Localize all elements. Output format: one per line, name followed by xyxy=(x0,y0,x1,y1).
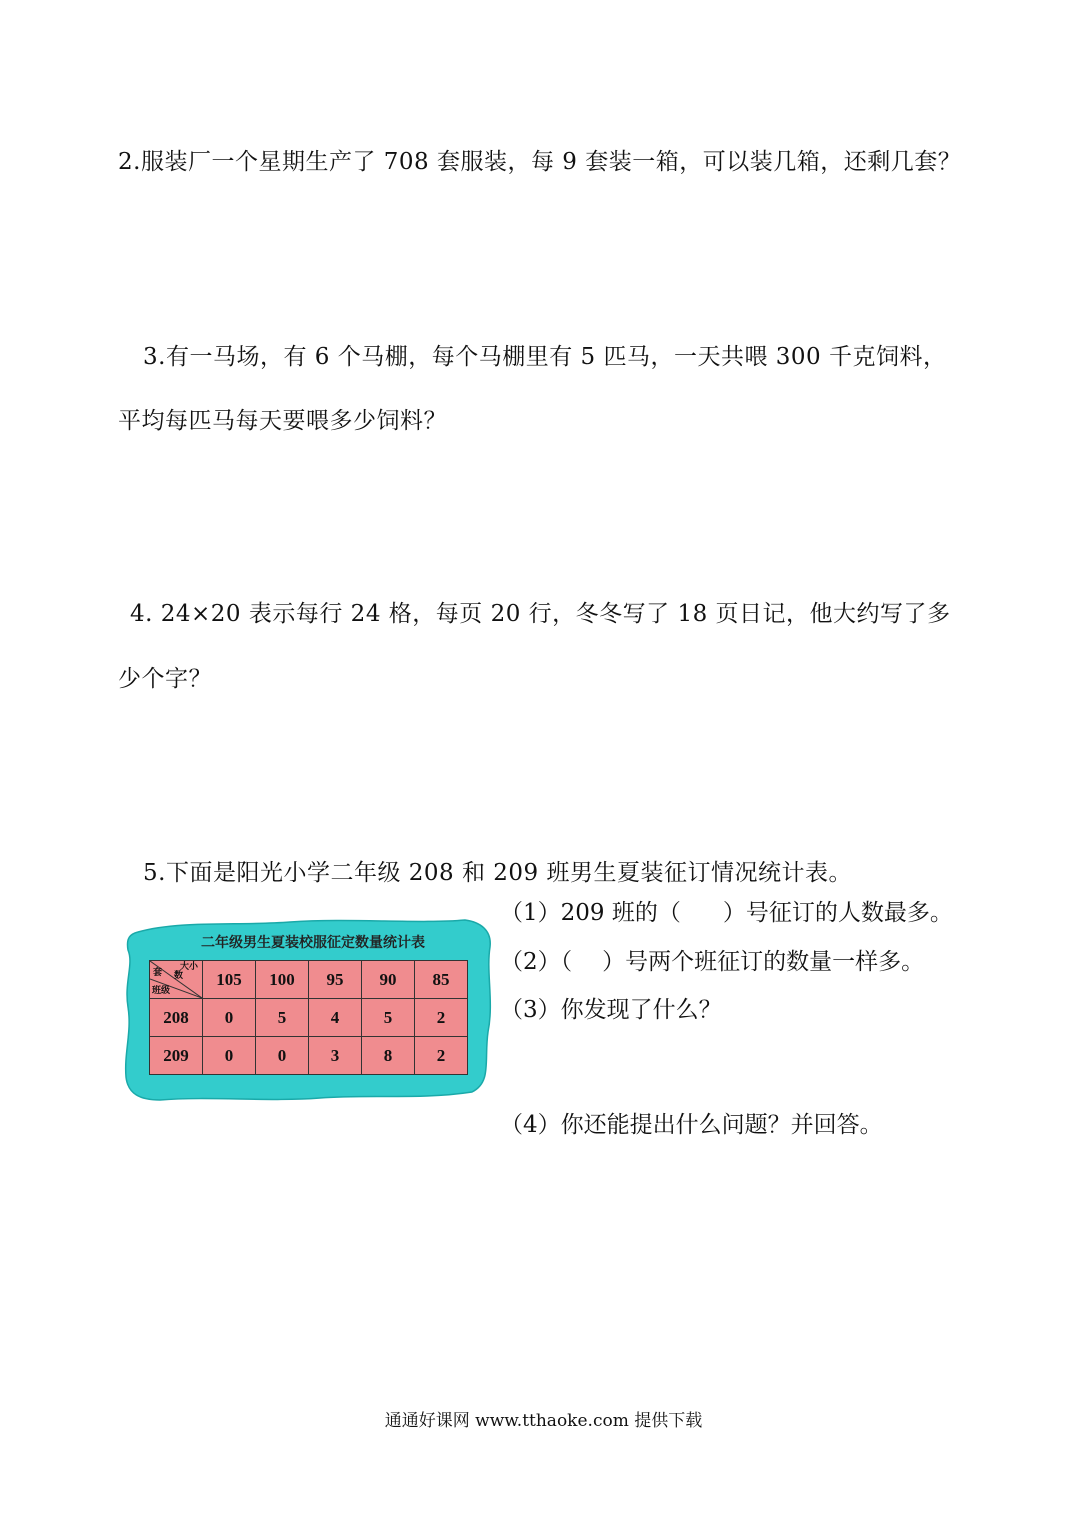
table-header-row xyxy=(150,961,468,999)
row-label: 208 xyxy=(150,999,203,1037)
table-cell: 8 xyxy=(362,1037,415,1075)
table-cell: 5 xyxy=(362,999,415,1037)
table-row xyxy=(150,1037,468,1075)
table-cell: 0 xyxy=(203,999,256,1037)
table-cell: 3 xyxy=(309,1037,362,1075)
question-3-line-1: 3.有一马场，有 6 个马棚，每个马棚里有 5 匹马，一天共喂 300 千克饲料， xyxy=(143,344,947,370)
corner-label-class: 班级 xyxy=(152,986,171,996)
header-cell: 95 xyxy=(309,961,362,999)
sub-1-text-a: （1）209 班的（ xyxy=(500,900,681,926)
statistics-table-figure xyxy=(120,912,496,1104)
corner-cell xyxy=(150,961,203,999)
question-4-line-1: 4. 24×20 表示每行 24 格，每页 20 行，冬冬写了 18 页日记，他大约写了多 xyxy=(130,601,951,627)
sub-2-text-b: ）号两个班征订的数量一样多。 xyxy=(602,949,925,975)
question-3-line-2: 平均每匹马每天要喂多少饲料？ xyxy=(118,408,447,434)
table-cell: 2 xyxy=(415,1037,468,1075)
table-title: 二年级男生夏装校服征定数量统计表 xyxy=(201,935,425,951)
table-row xyxy=(150,999,468,1037)
header-cell: 90 xyxy=(362,961,415,999)
question-5-sub-2 xyxy=(500,947,924,977)
sub-1-text-b: ）号征订的人数最多。 xyxy=(722,900,953,926)
table-cell: 0 xyxy=(256,1037,309,1075)
header-cell: 105 xyxy=(203,961,256,999)
header-cell: 100 xyxy=(256,961,309,999)
corner-label-count: 数 xyxy=(174,971,184,981)
corner-label-size: 大小 xyxy=(180,962,199,972)
header-cell: 85 xyxy=(415,961,468,999)
sub-2-text-a: （2）（ xyxy=(500,949,573,975)
question-5-sub-1 xyxy=(500,898,953,928)
table-cell: 4 xyxy=(309,999,362,1037)
table-cell: 5 xyxy=(256,999,309,1037)
page-footer: 通通好课网 www.tthaoke.com 提供下载 xyxy=(384,1411,703,1431)
corner-label-set: 套 xyxy=(153,968,163,978)
table-cell: 2 xyxy=(415,999,468,1037)
question-5-sub-4: （4）你还能提出什么问题？并回答。 xyxy=(500,1112,883,1138)
question-2: 2.服装厂一个星期生产了 708 套服装，每 9 套装一箱，可以装几箱，还剩几套？ xyxy=(118,149,962,175)
question-5-intro: 5.下面是阳光小学二年级 208 和 209 班男生夏装征订情况统计表。 xyxy=(143,860,852,886)
question-4-line-2: 少个字？ xyxy=(118,666,212,692)
question-5-sub-3: （3）你发现了什么？ xyxy=(500,997,722,1023)
row-label: 209 xyxy=(150,1037,203,1075)
statistics-table xyxy=(149,960,468,1075)
table-cell: 0 xyxy=(203,1037,256,1075)
